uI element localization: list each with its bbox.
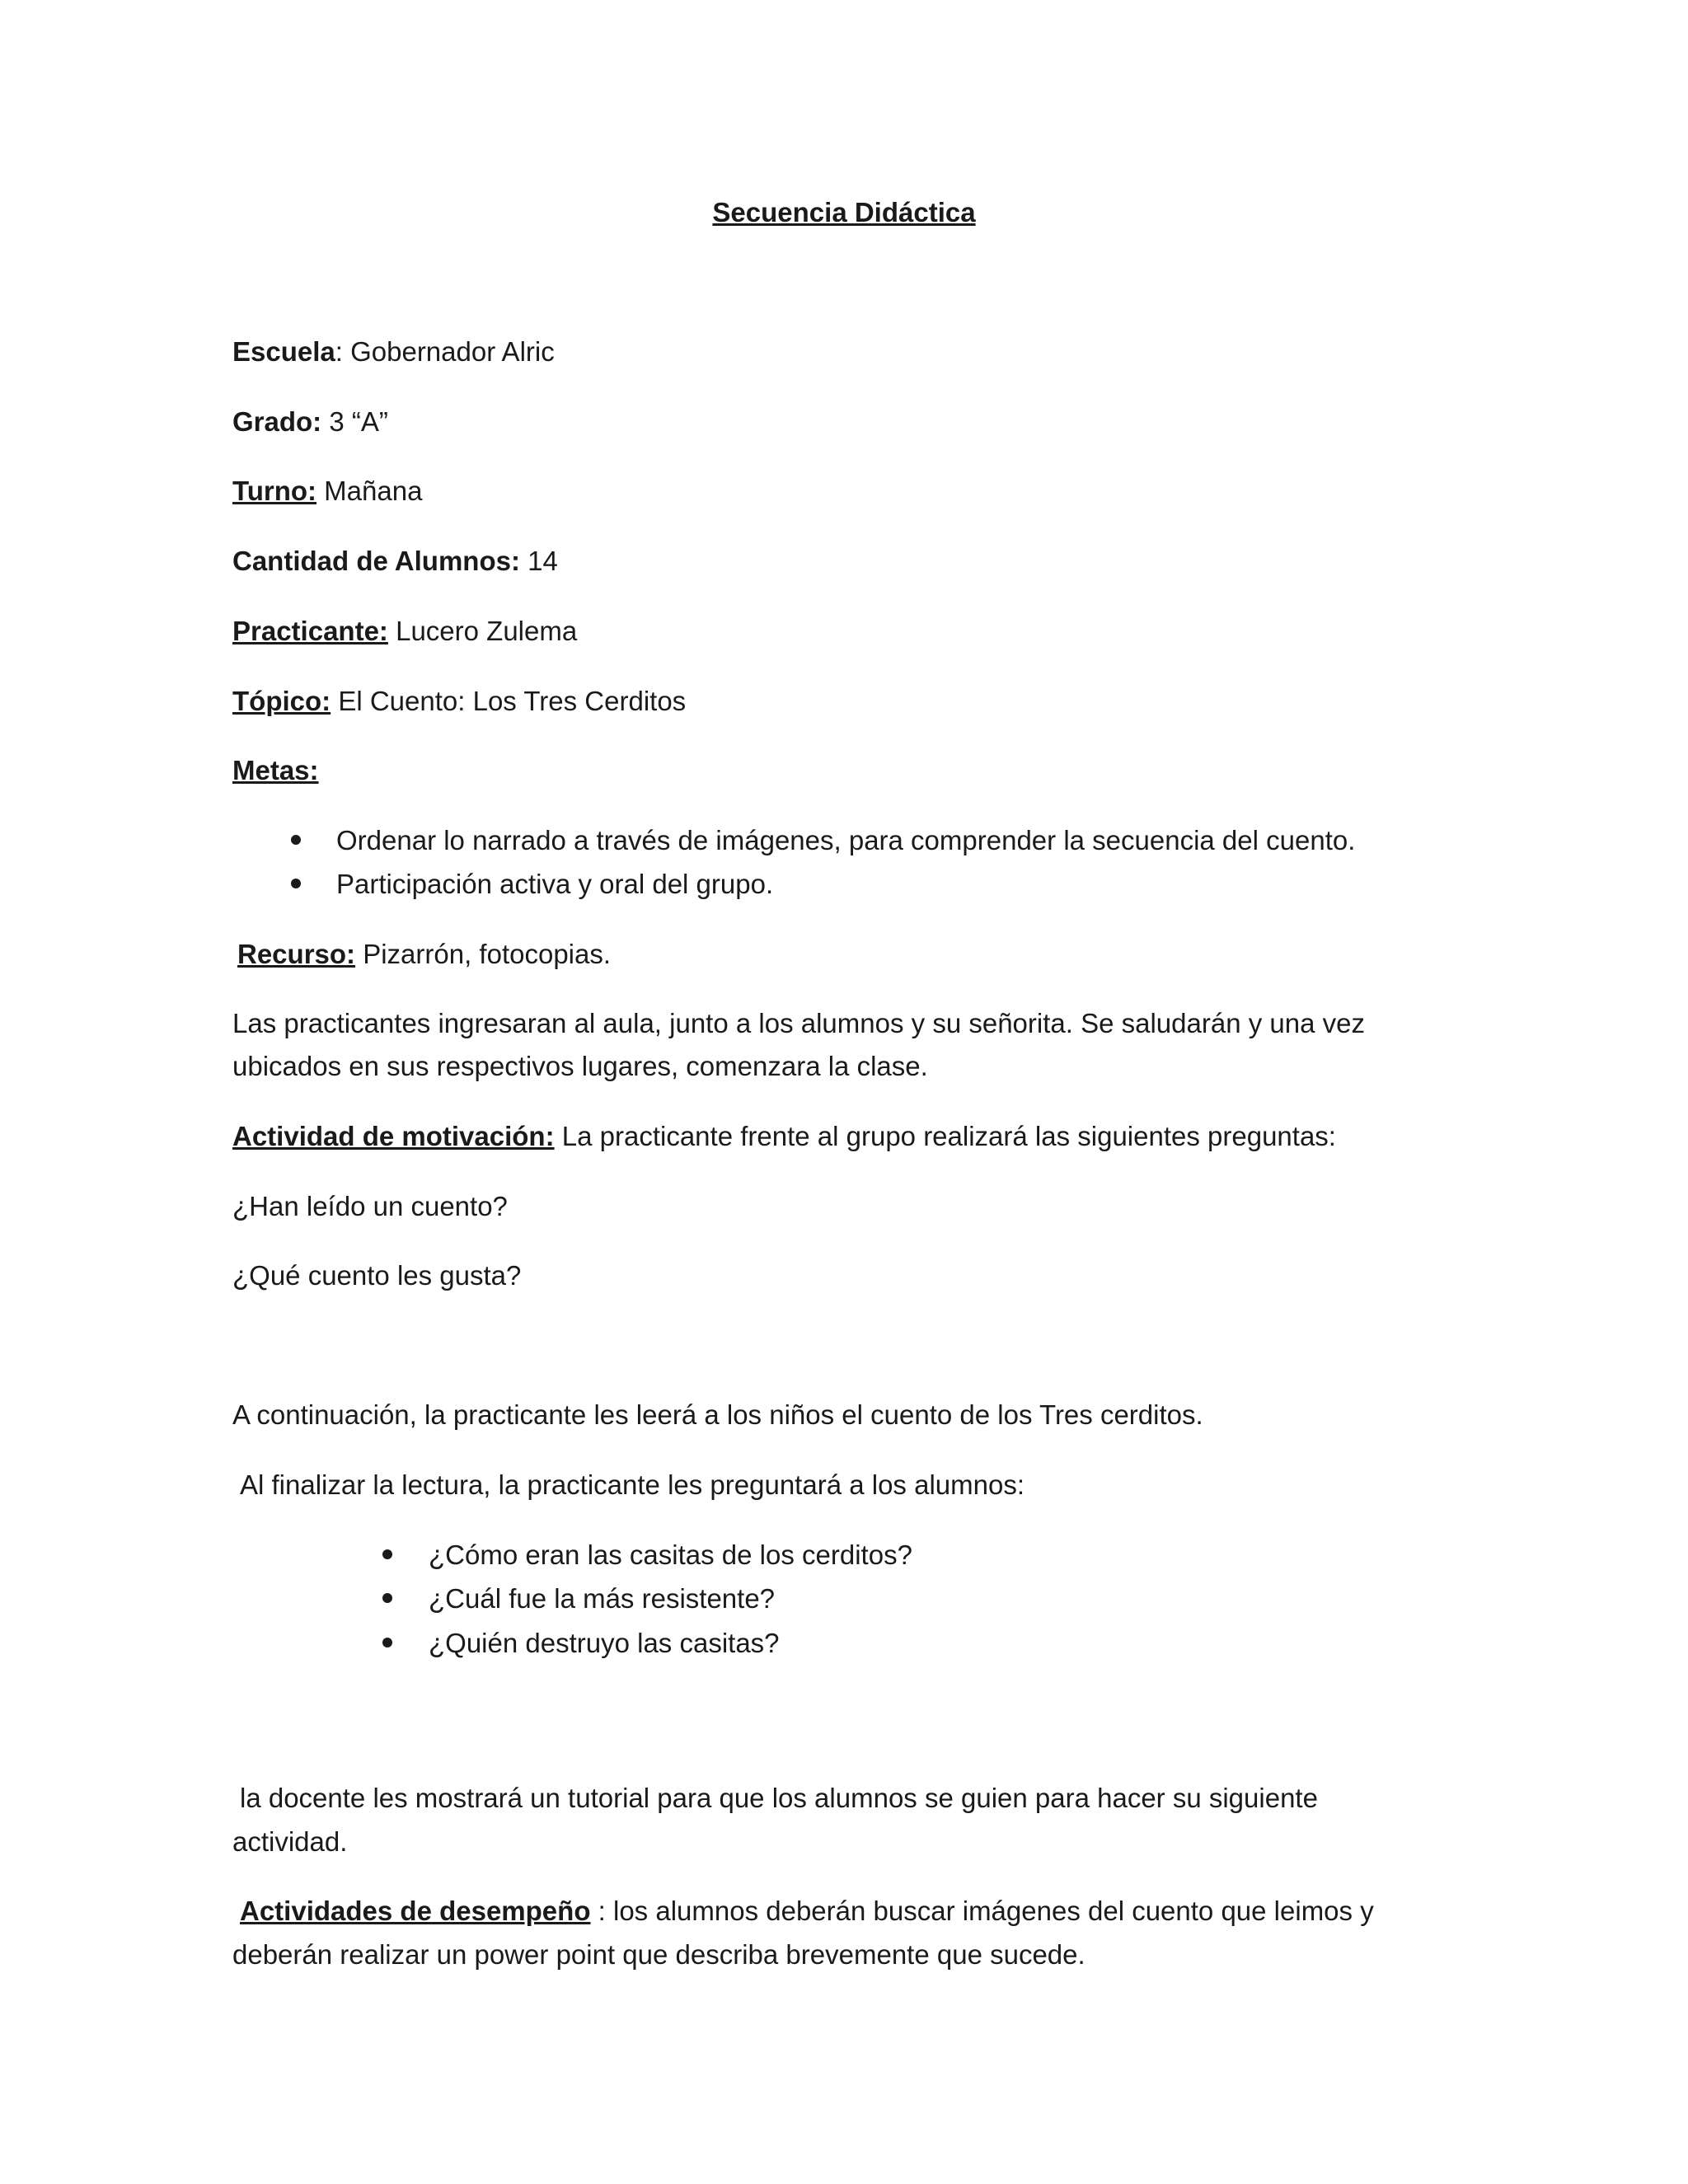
field-recurso-label: Recurso: xyxy=(237,939,356,969)
pregunta-final: ¿Cuál fue la más resistente? xyxy=(429,1583,776,1614)
field-recurso-value: Pizarrón, fotocopias. xyxy=(355,939,612,969)
field-turno-value: Mañana xyxy=(316,476,423,506)
field-practicante-label: Practicante: xyxy=(232,616,388,646)
bullet-icon xyxy=(382,1593,392,1603)
bullet-icon xyxy=(291,879,301,888)
finalizar-paragraph: Al finalizar la lectura, la practicante les preguntará a los alumnos: xyxy=(240,1469,1025,1500)
desempeno-value: : los alumnos deberán buscar imágenes del cuento que leimos y xyxy=(590,1896,1374,1926)
field-recurso xyxy=(237,936,611,972)
desempeno-line2: deberán realizar un power point que describa brevemente que sucede. xyxy=(232,1939,1085,1970)
motivacion-value: La practicante frente al grupo realizará las siguientes preguntas: xyxy=(554,1121,1336,1151)
field-grado-label: Grado: xyxy=(232,406,322,437)
field-practicante-value: Lucero Zulema xyxy=(387,616,578,646)
field-cantidad xyxy=(232,543,558,579)
intro-line: ubicados en sus respectivos lugares, comenzara la clase. xyxy=(232,1051,928,1081)
pregunta-inicio: ¿Qué cuento les gusta? xyxy=(232,1260,522,1291)
field-grado-value: 3 “A” xyxy=(321,406,388,437)
pregunta-inicio: ¿Han leído un cuento? xyxy=(232,1191,508,1221)
field-metas-label: Metas: xyxy=(232,755,319,785)
desempeno-label: Actividades de desempeño xyxy=(240,1896,591,1926)
field-metas xyxy=(232,752,319,789)
field-turno xyxy=(232,473,422,509)
metas-item: Participación activa y oral del grupo. xyxy=(336,869,774,899)
bullet-icon xyxy=(291,835,301,845)
desempeno-paragraph xyxy=(240,1893,1374,1929)
document-title: Secuencia Didáctica xyxy=(712,197,976,227)
pregunta-final: ¿Quién destruyo las casitas? xyxy=(429,1628,780,1658)
field-turno-label: Turno: xyxy=(232,476,317,506)
tutorial-line: actividad. xyxy=(232,1826,348,1857)
field-topico-label: Tópico: xyxy=(232,686,331,716)
continuacion-paragraph: A continuación, la practicante les leerá a los niños el cuento de los Tres cerditos. xyxy=(232,1399,1203,1430)
field-topico-value: El Cuento: Los Tres Cerditos xyxy=(331,686,687,716)
tutorial-line: la docente les mostrará un tutorial para que los alumnos se guien para hacer su siguiente xyxy=(240,1783,1318,1813)
field-cantidad-value: 14 xyxy=(519,546,558,576)
field-practicante xyxy=(232,613,577,649)
pregunta-final: ¿Cómo eran las casitas de los cerditos? xyxy=(429,1540,912,1570)
motivacion-paragraph xyxy=(232,1118,1336,1155)
field-cantidad-label: Cantidad de Alumnos: xyxy=(232,546,520,576)
metas-item: Ordenar lo narrado a través de imágenes, para comprender la secuencia del cuento. xyxy=(336,825,1356,855)
intro-line: Las practicantes ingresaran al aula, junto a los alumnos y su señorita. Se saludarán y una vez xyxy=(232,1008,1365,1038)
field-escuela-label: Escuela xyxy=(232,336,335,367)
field-escuela-value: : Gobernador Alric xyxy=(335,336,555,367)
field-escuela xyxy=(232,334,555,370)
field-grado xyxy=(232,404,388,440)
bullet-icon xyxy=(382,1638,392,1647)
motivacion-label: Actividad de motivación: xyxy=(232,1121,555,1151)
field-topico xyxy=(232,683,686,719)
bullet-icon xyxy=(382,1549,392,1559)
